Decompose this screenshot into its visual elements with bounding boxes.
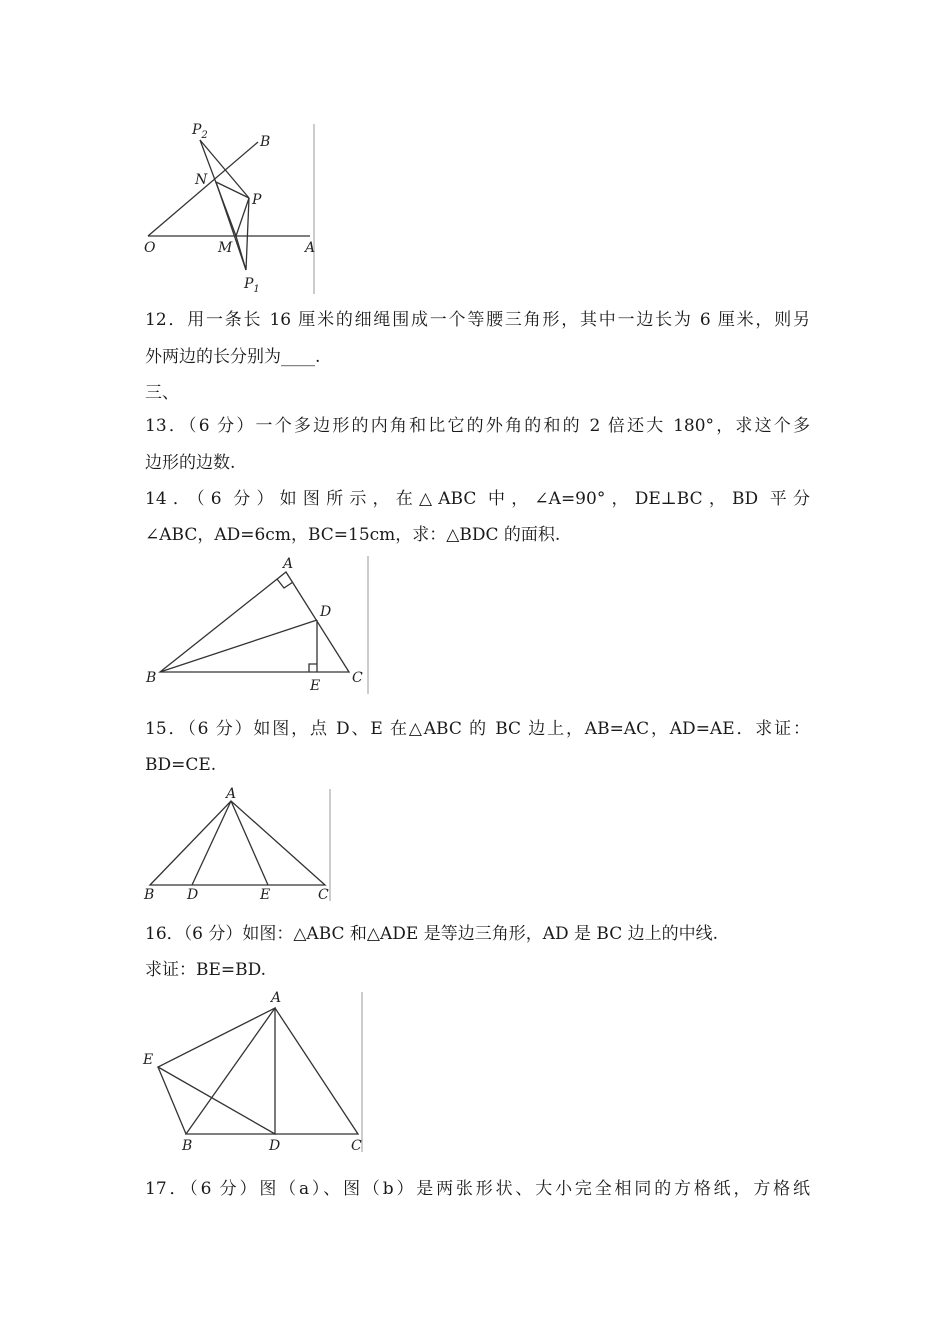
question-17-line-1: 17．（6 分）图（a）、图（b）是两张形状、大小完全相同的方格纸，方格纸 (145, 1179, 810, 1199)
label-A: A (305, 240, 316, 256)
figure-q16 (140, 988, 370, 1158)
segment-EB (158, 1067, 186, 1134)
section-heading-3: 三、 (145, 383, 179, 403)
triangle-ABC (186, 1008, 358, 1134)
label-D: D (320, 604, 332, 620)
segment-N-P1 (216, 182, 246, 270)
figure-q15 (140, 785, 335, 905)
label-O: O (144, 240, 156, 256)
label-C: C (318, 887, 329, 903)
label-M: M (218, 240, 233, 256)
label-B: B (182, 1138, 193, 1154)
question-12-line-2: 外两边的长分别为____. (145, 347, 321, 367)
segment-AE (231, 801, 268, 885)
label-D: D (187, 887, 199, 903)
segment-BD (160, 620, 317, 672)
label-B: B (144, 887, 155, 903)
question-15-line-2: BD=CE. (145, 755, 217, 775)
label-A: A (271, 990, 282, 1006)
question-13-line-2: 边形的边数. (145, 453, 236, 473)
right-angle-mark-E (309, 664, 317, 672)
figure-q11 (140, 118, 320, 298)
triangle-ADE (158, 1008, 275, 1134)
label-E: E (143, 1052, 154, 1068)
segment-P-P1 (246, 198, 249, 270)
question-16-line-2: 求证：BE=BD. (145, 960, 267, 980)
label-D: D (269, 1138, 281, 1154)
segment-P2-P (200, 140, 249, 198)
label-E: E (260, 887, 271, 903)
question-13-line-1: 13．（6 分）一个多边形的内角和比它的外角的和的 2 倍还大 180°，求这个多 (145, 416, 810, 436)
label-A: A (283, 556, 294, 572)
segment-AD (192, 801, 231, 885)
label-P: P (252, 192, 262, 208)
label-B: B (146, 670, 157, 686)
question-14-line-1: 14．（6 分）如图所示，在△ABC 中，∠A=90°，DE⊥BC，BD 平分 (145, 489, 810, 509)
question-16-line-1: 16．（6 分）如图：△ABC 和△ADE 是等边三角形，AD 是 BC 边上的中线. (145, 924, 719, 944)
question-15-line-1: 15．（6 分）如图，点 D、E 在△ABC 的 BC 边上，AB=AC，AD=AE．求证： (145, 719, 810, 739)
figure-q14 (140, 552, 375, 697)
triangle-ABC (150, 801, 325, 885)
label-N: N (195, 172, 208, 188)
question-12-line-1: 12．用一条长 16 厘米的细绳围成一个等腰三角形，其中一边长为 6 厘米，则另 (145, 310, 810, 330)
label-C: C (351, 1138, 362, 1154)
question-14-line-2: ∠ABC，AD=6cm，BC=15cm，求：△BDC 的面积. (145, 525, 561, 545)
label-A: A (226, 786, 237, 802)
triangle-ABC (160, 572, 349, 672)
label-B: B (260, 134, 271, 150)
label-C: C (352, 670, 363, 686)
label-P2: $P_2$ (192, 122, 208, 141)
label-P1: $P_1$ (244, 276, 260, 295)
label-E: E (310, 678, 321, 694)
